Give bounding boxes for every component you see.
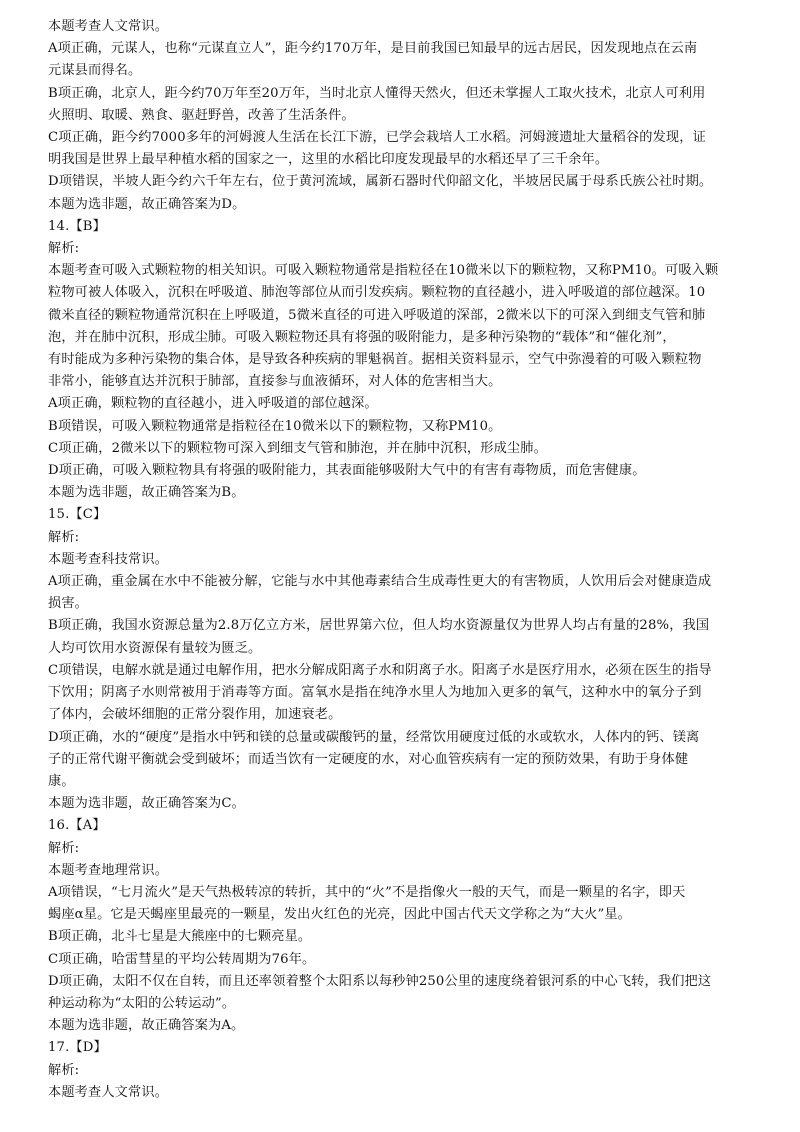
question-number: 17.【D】	[48, 1040, 107, 1056]
text-line: 子的正常代谢平衡就会受到破坏；而适当饮有一定硬度的水，对心血管疾病有一定的预防效果，有助于身体健	[48, 751, 689, 767]
answer-line: 本题为选非题，故正确答案为C。	[48, 796, 245, 812]
text-line: 非常小，能够直达并沉积于肺部，直接参与血液循环，对人体的危害相当大。	[48, 374, 502, 390]
text-line: 明我国是世界上最早种植水稻的国家之一，这里的水稻比印度发现最早的水稻还早了三千余年。	[48, 152, 609, 168]
text-line: 康。	[48, 773, 75, 789]
text-line: C项正确，距今约7000多年的河姆渡人生活在长江下游，已学会栽培人工水稻。河姆渡遗址大量稻谷的发现，证	[48, 130, 706, 146]
text-line: 人均可饮用水资源保有量较为匮乏。	[48, 640, 262, 656]
question-number: 16.【A】	[48, 818, 106, 834]
text-line: 下饮用；阴离子水则常被用于消毒等方面。富氧水是指在纯净水里人为地加入更多的氧气，这种水中的氧分子到	[48, 685, 702, 701]
text-line: D项正确，太阳不仅在自转，而且还率领着整个太阳系以每秒钟250公里的速度绕着银河系的中心飞转，我们把这	[48, 973, 712, 989]
text-line: A项正确，元谋人，也称“元谋直立人”，距今约170万年，是目前我国已知最早的远古居民，因发现地点在云南	[48, 41, 698, 57]
text-line: B项正确，北斗七星是大熊座中的七颗亮星。	[48, 929, 312, 945]
text-line: 了体内，会破坏细胞的正常分裂作用，加速衰老。	[48, 707, 342, 723]
text-line: A项正确，颗粒物的直径越小，进入呼吸道的部位越深。	[48, 396, 378, 412]
text-line: 泡，并在肺中沉积，形成尘肺。可吸入颗粒物还具有将强的吸附能力，是多种污染物的“载体”和“催化剂”，	[48, 329, 676, 345]
answer-line: 本题为选非题，故正确答案为D。	[48, 196, 246, 212]
text-line: 本题考查可吸入式颗粒物的相关知识。可吸入颗粒物通常是指粒径在10微米以下的颗粒物，又称PM10。可吸入颗	[48, 263, 719, 279]
text-line: 微米直径的颗粒物通常沉积在上呼吸道，5微米直径的可进入呼吸道的深部，2微米以下的可深入到细支气管和肺	[48, 307, 706, 323]
text-line: B项正确，北京人，距今约70万年至20万年，当时北京人懂得天然火，但还未掌握人工取火技术，北京人可利用	[48, 85, 706, 101]
text-line: D项正确，可吸入颗粒物具有将强的吸附能力，其表面能够吸附大气中的有害有毒物质，而危害健康。	[48, 463, 646, 479]
text-line: B项正确，我国水资源总量为2.8万亿立方米，居世界第六位，但人均水资源量仅为世界人均占有量的28%，我国	[48, 618, 710, 634]
text-line: 元谋县而得名。	[48, 63, 142, 79]
text-line: A项错误，“七月流火”是天气热极转凉的转折，其中的“火”不是指像火一般的天气，而是一颗星的名字，即天	[48, 884, 686, 900]
question-number: 14.【B】	[48, 218, 106, 234]
text-line: C项正确，哈雷彗星的平均公转周期为76年。	[48, 951, 316, 967]
text-line: 本题考查人文常识。	[48, 1084, 169, 1100]
analysis-label: 解析:	[48, 529, 80, 545]
text-line: 粒物可被人体吸入，沉积在呼吸道、肺泡等部位从而引发疾病。颗粒物的直径越小，进入呼吸道的部位越深。10	[48, 285, 706, 301]
text-line: 蝎座α星。它是天蝎座里最亮的一颗星，发出火红色的光亮，因此中国古代天文学称之为“大火”星。	[48, 907, 632, 923]
text-line: D项正确，水的“硬度”是指水中钙和镁的总量或碳酸钙的量，经常饮用硬度过低的水或软水，人体内的钙、镁离	[48, 729, 700, 745]
text-line: 种运动称为“太阳的公转运动”。	[48, 995, 236, 1011]
text-line: C项错误，电解水就是通过电解作用，把水分解成阳离子水和阴离子水。阳离子水是医疗用水，必须在医生的指导	[48, 662, 712, 678]
question-number: 15.【C】	[48, 507, 107, 523]
text-line: 本题考查地理常识。	[48, 862, 169, 878]
text-line: 有时能成为多种污染物的集合体，是导致各种疾病的罪魁祸首。据相关资料显示，空气中弥漫着的可吸入颗粒物	[48, 352, 702, 368]
text-line: D项错误，半坡人距今约六千年左右，位于黄河流域，属新石器时代仰韶文化，半坡居民属于母系氏族公社时期。	[48, 174, 713, 190]
text-line: 本题考查人文常识。	[48, 19, 169, 34]
answer-line: 本题为选非题，故正确答案为A。	[48, 1018, 245, 1034]
answer-line: 本题为选非题，故正确答案为B。	[48, 485, 245, 501]
document-page	[48, 16, 760, 1104]
text-line: 本题考查科技常识。	[48, 551, 169, 567]
analysis-label: 解析:	[48, 1062, 80, 1078]
text-line: C项正确，2微米以下的颗粒物可深入到细支气管和肺泡，并在肺中沉积，形成尘肺。	[48, 440, 547, 456]
text-line: A项正确，重金属在水中不能被分解，它能与水中其他毒素结合生成毒性更大的有害物质，人饮用后会对健康造成	[48, 574, 712, 590]
analysis-label: 解析:	[48, 840, 80, 856]
text-line: 损害。	[48, 596, 89, 612]
analysis-label: 解析:	[48, 241, 80, 257]
text-line: 火照明、取暖、熟食、驱赶野兽，改善了生活条件。	[48, 107, 355, 123]
text-line: B项错误，可吸入颗粒物通常是指粒径在10微米以下的颗粒物，又称PM10。	[48, 418, 502, 434]
